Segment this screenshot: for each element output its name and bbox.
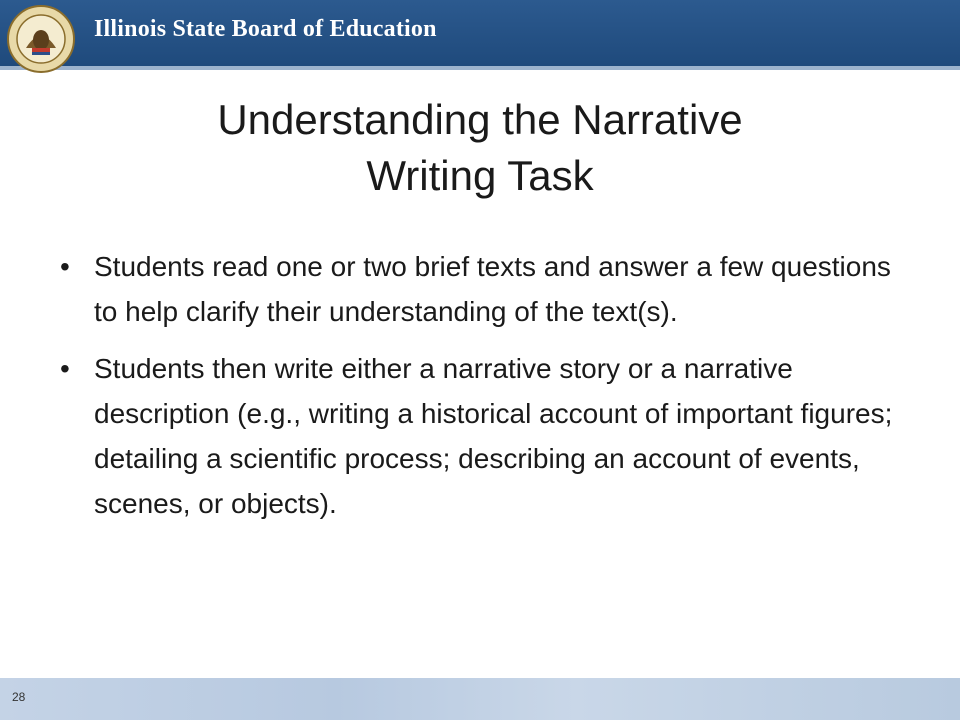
slide-title bbox=[60, 92, 900, 204]
bullet-list bbox=[60, 244, 910, 538]
bullet-dot-icon: • bbox=[60, 251, 70, 282]
slide-title-line-2: Writing Task bbox=[366, 152, 594, 199]
header-divider bbox=[0, 66, 960, 70]
footer-bar bbox=[0, 678, 960, 720]
bullet-item bbox=[60, 346, 910, 526]
bullet-item bbox=[60, 244, 910, 334]
bullet-dot-icon: • bbox=[60, 353, 70, 384]
bullet-text: Students then write either a narrative story or a narrative description (e.g., writing a historical account of important figures; detailing a scientific process; describing an account of events, scenes, or objects). bbox=[94, 353, 893, 519]
page-number: 28 bbox=[12, 690, 26, 704]
slide-title-line-1: Understanding the Narrative bbox=[217, 96, 743, 143]
illinois-state-seal-icon bbox=[6, 4, 76, 74]
organization-name: Illinois State Board of Education bbox=[94, 16, 437, 42]
bullet-text: Students read one or two brief texts and answer a few questions to help clarify their understanding of the text(s). bbox=[94, 251, 891, 327]
